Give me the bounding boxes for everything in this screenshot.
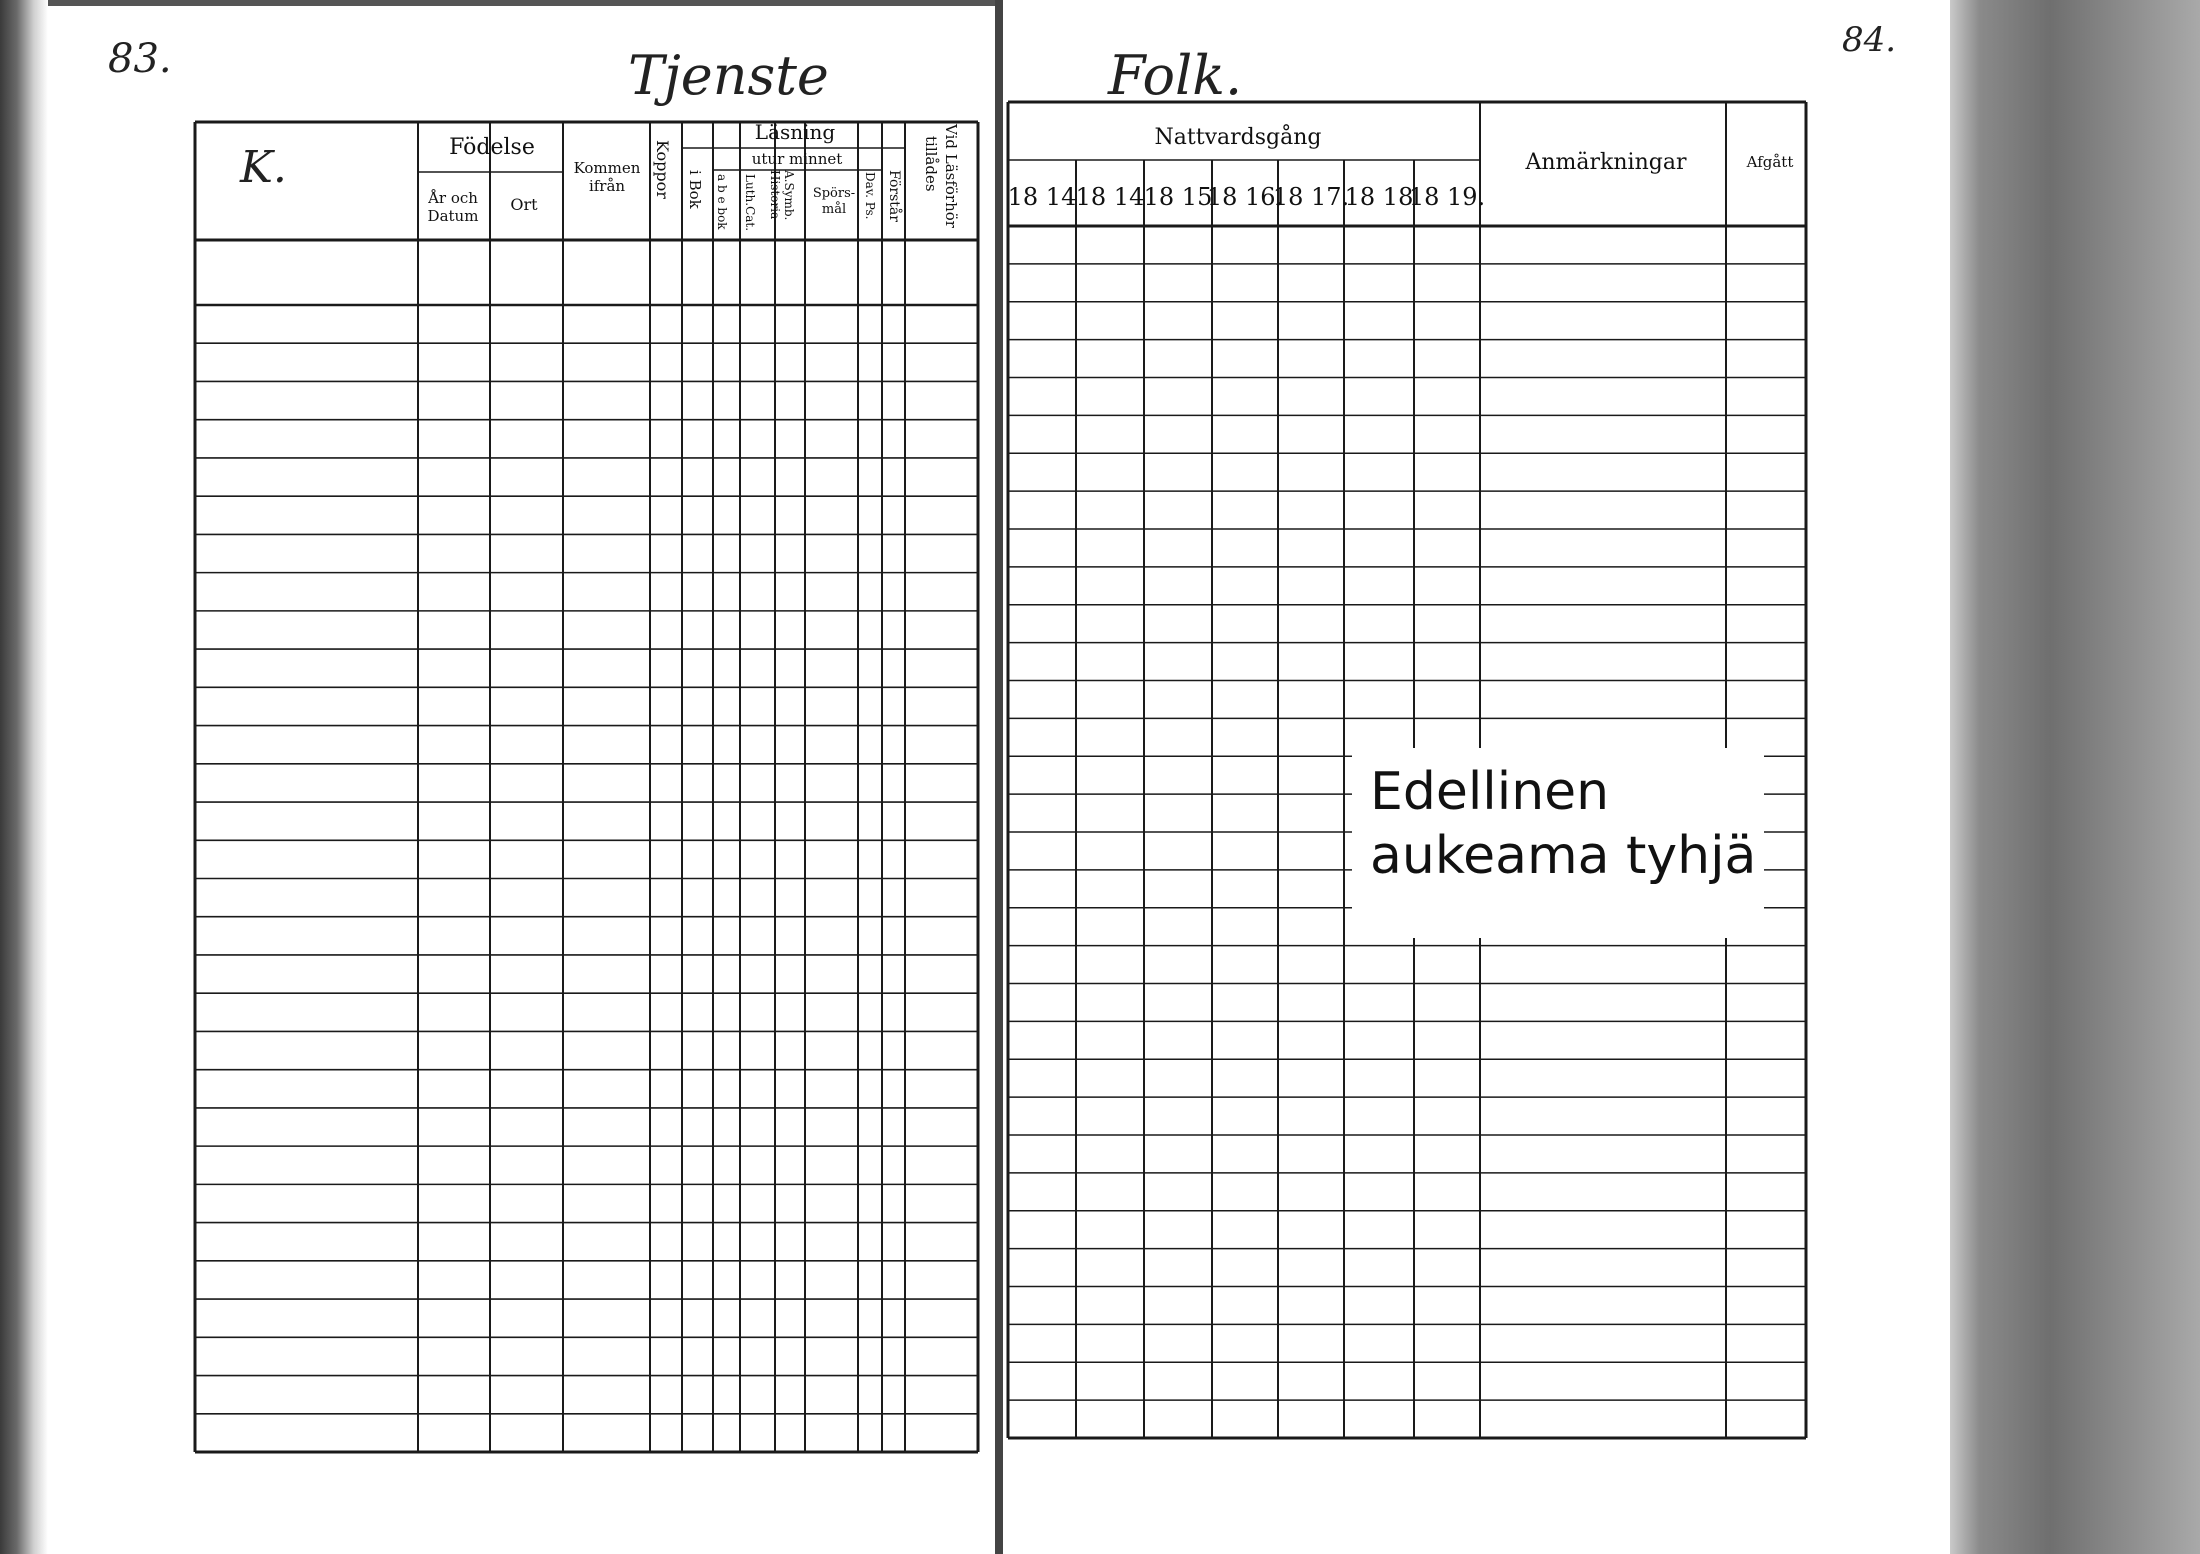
year-label: 18 19. [1408, 183, 1486, 211]
header-afgatt: Afgått [1746, 153, 1794, 171]
header-a-symb: A.Symb. [782, 170, 796, 221]
header-i-bok: i Bok [686, 170, 704, 209]
header-ar-och: År och [428, 189, 478, 207]
page-number-left: 83. [108, 36, 172, 82]
year-label: 18 14 [1007, 183, 1077, 211]
header-spors: Spörs- [812, 186, 856, 201]
header-anmarkningar: Anmärkningar [1525, 150, 1687, 175]
header-ifran: ifrån [588, 177, 626, 195]
note-line-2: aukeama tyhjä [1370, 826, 1757, 886]
header-lasning: Läsning [754, 120, 836, 144]
left-register-table [195, 122, 978, 1452]
note-line-1: Edellinen [1370, 762, 1610, 822]
header-abebok: a b e bok [715, 174, 729, 230]
year-label: 18 17. [1272, 183, 1350, 211]
title-right: Folk. [1108, 44, 1243, 107]
page-number-right: 84. [1842, 20, 1897, 60]
header-datum: Datum [427, 207, 479, 225]
header-kommen: Kommen [573, 159, 641, 177]
header-vid-lasforhor: Vid Läsförhör [942, 124, 960, 228]
header-forstar: Förstår [886, 170, 902, 222]
header-dav-ps: Dav. Ps. [863, 172, 877, 220]
year-label: 18 14 [1075, 183, 1145, 211]
header-luth-cat: Luth.Cat. [743, 174, 757, 232]
year-labels [1008, 183, 1486, 211]
header-historia: Historia [768, 170, 782, 220]
header-tillades: tillådes [922, 136, 940, 192]
header-koppor: Koppor [653, 140, 672, 199]
header-nattvardsgang: Nattvardsgång [1154, 125, 1322, 150]
year-label: 18 16. [1206, 183, 1284, 211]
year-label: 18 15 [1143, 183, 1213, 211]
title-left: Tjenste [628, 44, 829, 107]
section-letter-k: K. [240, 142, 287, 193]
year-label: 18 18 [1344, 183, 1414, 211]
sticky-note [1352, 748, 1764, 938]
header-ort: Ort [510, 195, 538, 214]
header-utur-minnet: utur minnet [751, 150, 843, 168]
header-mal: mål [821, 202, 847, 217]
header-fodelse: Födelse [449, 135, 535, 160]
